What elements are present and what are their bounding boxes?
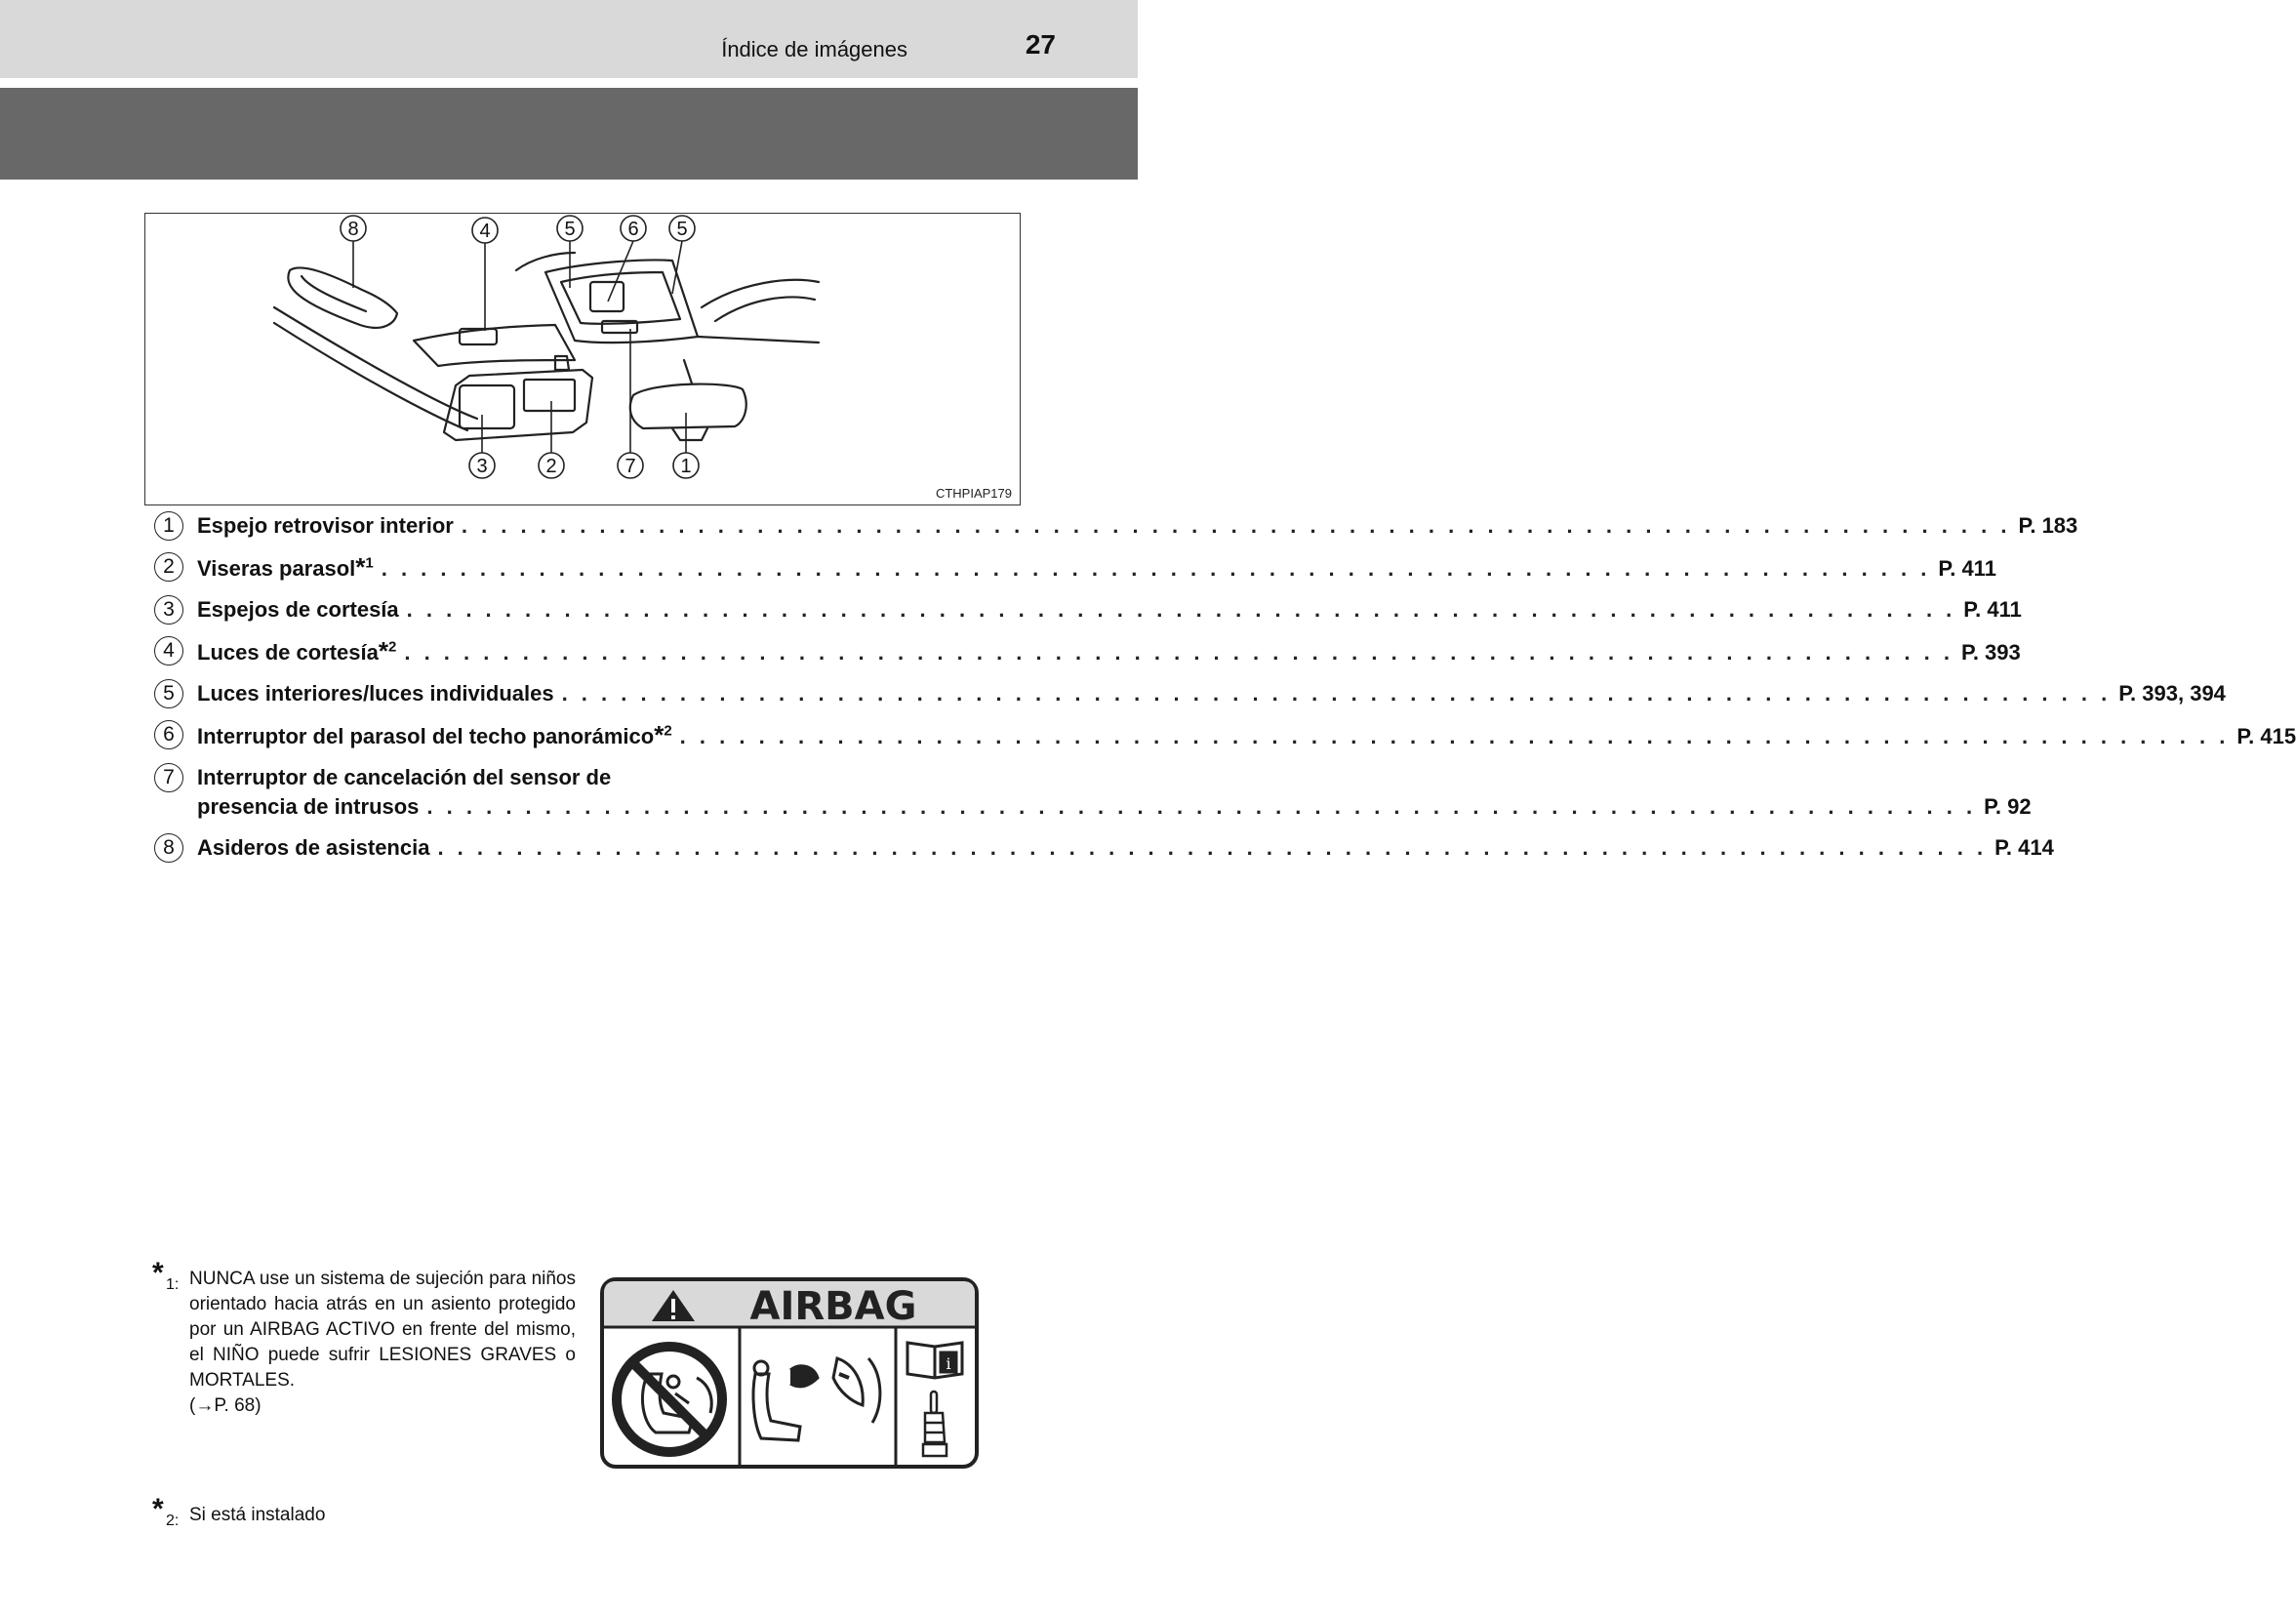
item-number: 8 bbox=[154, 833, 183, 863]
index-item[interactable] bbox=[154, 679, 2226, 708]
callout-4 bbox=[472, 218, 498, 243]
rearview-mirror-mount bbox=[672, 428, 707, 440]
callout-1 bbox=[673, 453, 699, 478]
svg-text:5: 5 bbox=[564, 219, 576, 240]
item-label: Luces de cortesía bbox=[197, 640, 379, 665]
sunshade-switch bbox=[590, 282, 624, 311]
callout-3 bbox=[469, 453, 495, 478]
svg-text:4: 4 bbox=[479, 221, 491, 242]
svg-text:7: 7 bbox=[624, 456, 636, 477]
item-number: 5 bbox=[154, 679, 183, 708]
footnote-1 bbox=[152, 1257, 576, 1419]
dot-leader bbox=[437, 833, 1987, 863]
note-asterisk: * bbox=[355, 552, 366, 582]
item-label: Asideros de asistencia bbox=[197, 835, 430, 860]
index-item[interactable] bbox=[154, 636, 2021, 667]
item-label: Interruptor del parasol del techo panorámico bbox=[197, 724, 655, 748]
item-page-ref[interactable]: P. 183 bbox=[2018, 513, 2078, 538]
note-ref: 2 bbox=[388, 638, 397, 656]
svg-text:2: 2 bbox=[545, 456, 557, 477]
dot-leader bbox=[382, 554, 1931, 584]
svg-text:8: 8 bbox=[347, 219, 359, 240]
index-item[interactable] bbox=[154, 552, 1996, 584]
ceiling-illustration bbox=[145, 214, 1022, 506]
item-number: 1 bbox=[154, 511, 183, 541]
headliner-edge-left bbox=[274, 307, 477, 419]
svg-text:3: 3 bbox=[476, 456, 488, 477]
vanity-mirror-light bbox=[524, 380, 575, 411]
visor-hinge bbox=[555, 356, 569, 370]
index-item[interactable] bbox=[154, 595, 2022, 625]
footnote-2 bbox=[152, 1493, 543, 1529]
item-page-ref[interactable]: P. 393 bbox=[1960, 640, 2021, 665]
no-child-seat-icon bbox=[617, 1347, 722, 1452]
footnote-page-ref[interactable]: (→P. 68) bbox=[189, 1395, 262, 1416]
headliner-front-edge bbox=[698, 337, 819, 343]
note-asterisk: * bbox=[378, 636, 388, 666]
item-label: Viseras parasol bbox=[197, 556, 356, 581]
item-page-ref[interactable]: P. 393, 394 bbox=[2118, 681, 2226, 706]
dot-leader bbox=[404, 638, 1954, 667]
item-page-ref[interactable]: P. 415 bbox=[2236, 724, 2296, 748]
footnote-text: Si está instalado bbox=[189, 1505, 326, 1525]
callout-6 bbox=[621, 216, 646, 241]
footnote-asterisk: * bbox=[152, 1493, 164, 1525]
vanity-mirror bbox=[460, 385, 514, 428]
header-band bbox=[0, 0, 1138, 78]
dot-leader bbox=[407, 595, 1956, 625]
dot-leader bbox=[680, 722, 2230, 751]
callout-2 bbox=[539, 453, 564, 478]
footnote-asterisk: * bbox=[152, 1257, 164, 1289]
index-item[interactable] bbox=[154, 763, 2032, 822]
item-label: Luces interiores/luces individuales bbox=[197, 681, 554, 706]
note-ref: 1 bbox=[365, 554, 374, 572]
index-item[interactable] bbox=[154, 511, 2078, 541]
overhead-console-inner bbox=[561, 272, 680, 324]
item-label: Espejo retrovisor interior bbox=[197, 513, 454, 538]
note-ref: 2 bbox=[664, 722, 672, 740]
callout-5-left bbox=[557, 216, 583, 241]
callout-7 bbox=[618, 453, 643, 478]
airbag-warning-graphic bbox=[599, 1276, 980, 1470]
footnote-number: 2: bbox=[166, 1513, 180, 1529]
item-number: 4 bbox=[154, 636, 183, 666]
item-label: Interruptor de cancelación del sensor de bbox=[197, 765, 612, 789]
interior-ceiling-figure bbox=[144, 213, 1021, 505]
rearview-mirror-stem bbox=[684, 360, 692, 383]
airbag-warning-label bbox=[599, 1276, 980, 1470]
windshield-edge-inner bbox=[715, 298, 815, 321]
rearview-mirror bbox=[630, 384, 746, 428]
item-page-ref[interactable]: P. 411 bbox=[1963, 597, 2022, 622]
item-number: 6 bbox=[154, 720, 183, 749]
headliner-edge-left-inner bbox=[274, 323, 467, 430]
index-list bbox=[154, 505, 2296, 863]
svg-text:5: 5 bbox=[676, 219, 688, 240]
item-page-ref[interactable]: P. 411 bbox=[1938, 556, 1996, 581]
item-label: Espejos de cortesía bbox=[197, 597, 399, 622]
airbag-title: AIRBAG bbox=[749, 1284, 917, 1329]
callout-8 bbox=[341, 216, 366, 241]
item-number: 7 bbox=[154, 763, 183, 792]
page-number: 27 bbox=[1025, 29, 1056, 60]
dot-leader bbox=[562, 679, 2112, 708]
item-label-continued: presencia de intrusos bbox=[197, 794, 420, 819]
section-band bbox=[0, 88, 1138, 180]
footnote-text: NUNCA use un sistema de sujeción para niños orientado hacia atrás en un asiento protegido por un AIRBAG ACTIVO en frente del mismo, el NIÑO puede sufrir LESIONES GRAVES o MORTALES. bbox=[189, 1269, 576, 1391]
footnote-number: 1: bbox=[166, 1276, 180, 1293]
dot-leader bbox=[426, 792, 1976, 822]
item-page-ref[interactable]: P. 414 bbox=[1994, 835, 2054, 860]
item-page-ref[interactable]: P. 92 bbox=[1984, 794, 2032, 819]
assist-grip-inner bbox=[302, 276, 366, 311]
index-item[interactable] bbox=[154, 833, 2054, 863]
callout-5-right bbox=[669, 216, 695, 241]
note-asterisk: * bbox=[654, 720, 665, 749]
figure-code: CTHPIAP179 bbox=[935, 486, 1012, 501]
item-number: 3 bbox=[154, 595, 183, 625]
svg-text:i: i bbox=[946, 1354, 951, 1373]
overhead-console bbox=[545, 261, 698, 343]
svg-text:1: 1 bbox=[680, 456, 692, 477]
item-number: 2 bbox=[154, 552, 183, 582]
index-item[interactable] bbox=[154, 720, 2296, 751]
svg-text:6: 6 bbox=[627, 219, 639, 240]
dot-leader bbox=[462, 511, 2011, 541]
assist-grip bbox=[288, 267, 397, 327]
windshield-edge bbox=[702, 280, 819, 307]
section-title: Índice de imágenes bbox=[721, 37, 907, 61]
